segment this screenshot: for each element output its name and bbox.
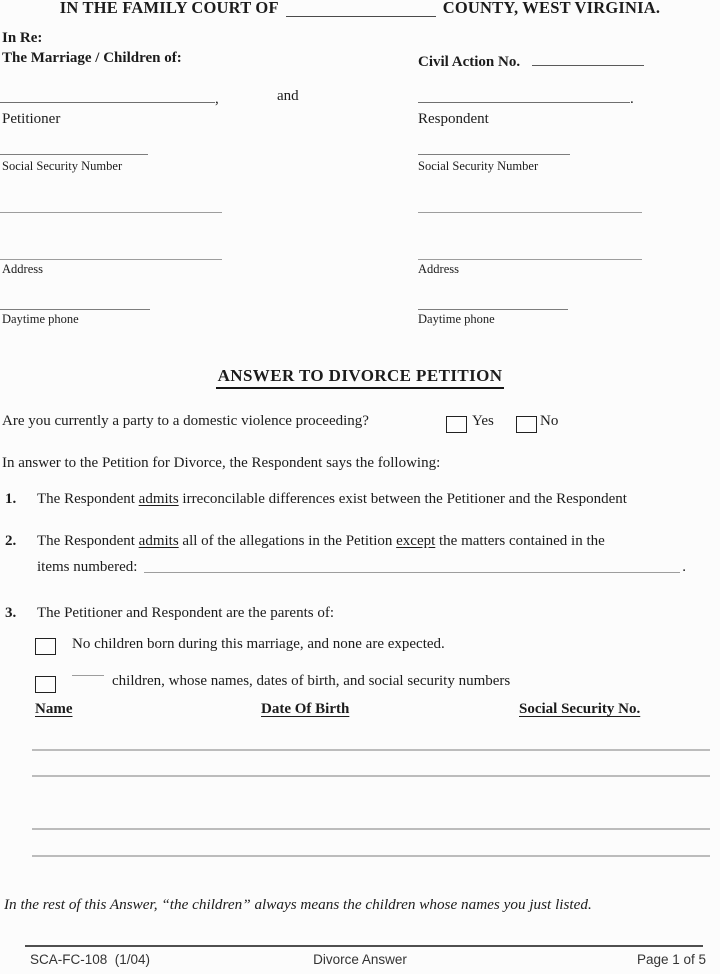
petitioner-comma: , [215,91,219,107]
footer-page-indicator: Page 1 of 5 [636,952,706,967]
item-1-seg2: irreconcilable differences exist between the Petitioner and the Respondent [178,491,627,507]
item-3-number: 3. [5,605,17,621]
civil-action-row [418,50,644,71]
civil-action-label: Civil Action No. [418,54,521,70]
and-separator: and [277,88,299,104]
item-2-admits: admits [138,533,179,549]
item-2-seg1: The Respondent [37,533,139,549]
no-label: No [540,413,559,429]
form-title: ANSWER TO DIVORCE PETITION [216,366,505,389]
petitioner-name-row [0,87,219,108]
footer-rule [25,945,703,947]
no-children-option-label: No children born during this marriage, and none are expected. [72,636,445,652]
respondent-ssn-label: Social Security Number [418,159,539,173]
items-numbered-field[interactable] [144,571,680,573]
child-entry-line-4[interactable] [32,855,710,857]
respondent-address-line1-field[interactable] [418,197,642,213]
children-listed-checkbox[interactable] [35,676,56,693]
children-count-field[interactable] [72,660,104,676]
footer-form-number: SCA-FC-108 (1/04) [30,952,151,967]
item-1-number: 1. [5,491,17,507]
children-option-label: children, whose names, dates of birth, and social security numbers [112,673,511,689]
marriage-children-label: The Marriage / Children of: [2,50,182,66]
respondent-label: Respondent [418,111,489,127]
in-re-label: In Re: [2,30,43,46]
court-header-line [0,0,720,18]
court-header-suffix: COUNTY, WEST VIRGINIA. [442,0,661,17]
child-entry-line-2[interactable] [32,775,710,777]
column-header-dob: Date Of Birth [261,701,350,717]
item-3-text: The Petitioner and Respondent are the parents of: [37,605,334,621]
respondent-name-row [418,87,634,108]
item-2-seg3: the matters contained in the [435,533,605,549]
court-header-prefix: IN THE FAMILY COURT OF [59,0,279,17]
respondent-phone-field[interactable] [418,294,568,310]
county-blank-field[interactable] [286,1,436,17]
footer-document-name: Divorce Answer [313,952,407,967]
respondent-ssn-field[interactable] [418,139,570,155]
petitioner-address-line2-field[interactable] [0,244,222,260]
respondent-address-label: Address [418,262,459,276]
item-2-seg2: all of the allegations in the Petition [178,533,397,549]
respondent-phone-label: Daytime phone [418,312,495,326]
respondent-period: . [630,91,634,107]
petitioner-phone-label: Daytime phone [2,312,79,326]
children-definition-note: In the rest of this Answer, “the children” always means the children whose names you just listed. [4,896,592,913]
form-title-row [0,366,720,389]
item-1-text [37,491,627,508]
petitioner-address-line1-field[interactable] [0,197,222,213]
yes-label: Yes [472,413,494,429]
child-entry-line-3[interactable] [32,828,710,830]
respondent-name-field[interactable] [418,87,630,103]
answer-intro-text: In answer to the Petition for Divorce, the Respondent says the following: [2,455,441,471]
column-header-ssn: Social Security No. [519,701,641,717]
item-2-except: except [396,533,436,549]
dv-question-text: Are you currently a party to a domestic violence proceeding? [2,413,369,429]
yes-checkbox[interactable] [446,416,467,433]
item-1-seg1: The Respondent [37,491,139,507]
petitioner-label: Petitioner [2,111,61,127]
child-entry-line-1[interactable] [32,749,710,751]
petitioner-ssn-label: Social Security Number [2,159,123,173]
respondent-address-line2-field[interactable] [418,244,642,260]
petitioner-address-label: Address [2,262,43,276]
item-2-text-line1 [37,533,605,550]
petitioner-name-field[interactable] [0,87,215,103]
items-numbered-period: . [682,559,686,575]
column-header-name: Name [35,701,73,717]
items-numbered-label: items numbered: [37,559,138,575]
civil-action-number-field[interactable] [532,50,644,66]
item-1-admits: admits [138,491,179,507]
petitioner-ssn-field[interactable] [0,139,148,155]
no-checkbox[interactable] [516,416,537,433]
no-children-checkbox[interactable] [35,638,56,655]
item-2-text-line2 [37,559,686,576]
petitioner-phone-field[interactable] [0,294,150,310]
item-2-number: 2. [5,533,17,549]
